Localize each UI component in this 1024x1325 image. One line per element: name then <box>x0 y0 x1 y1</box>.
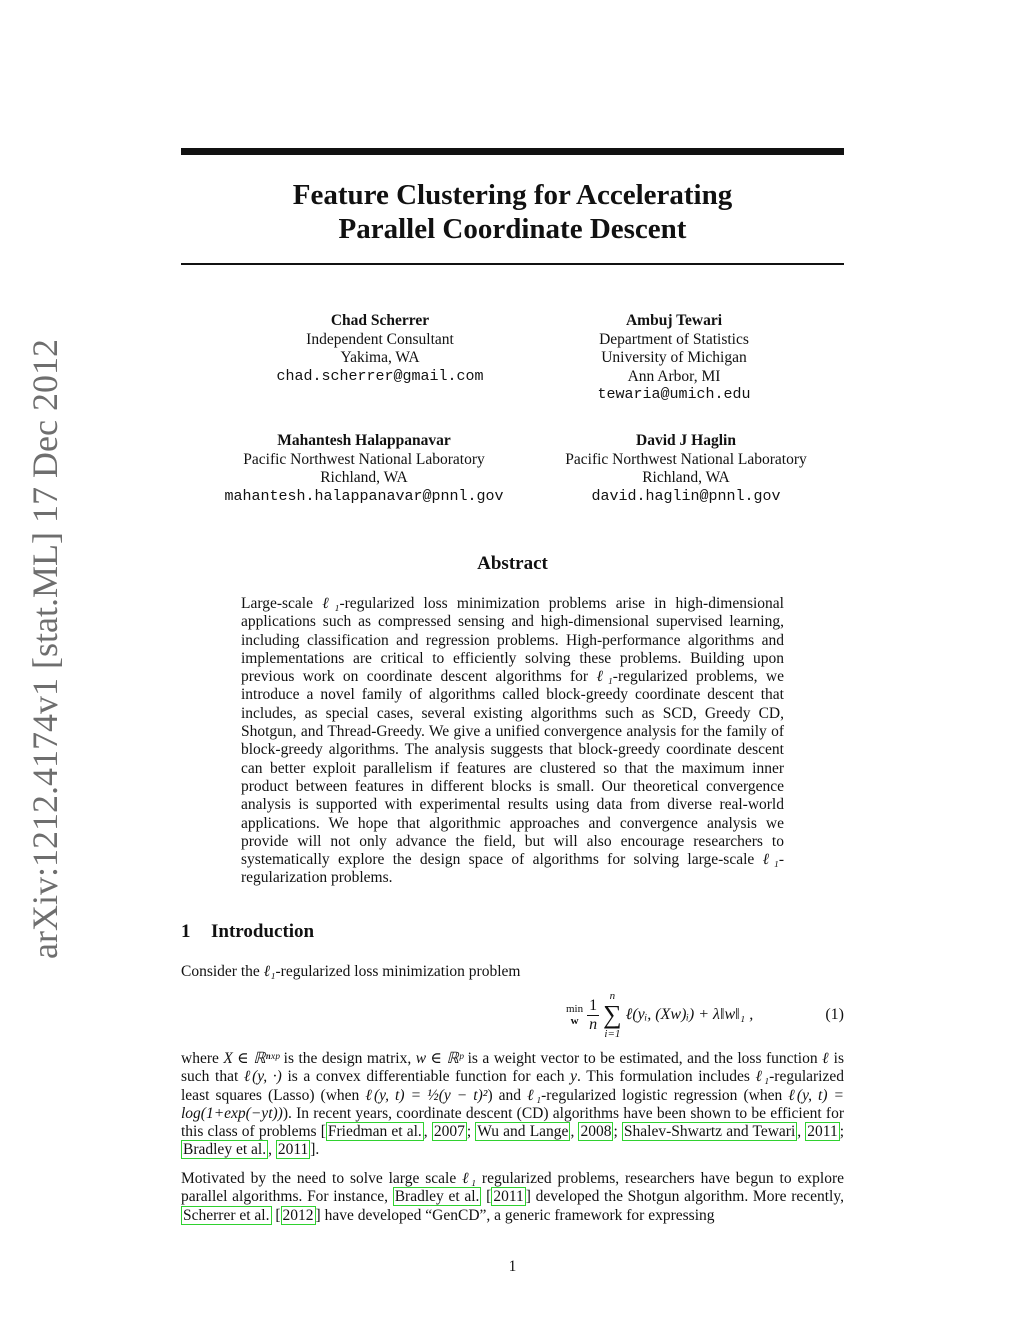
title-line-1: Feature Clustering for Accelerating <box>292 179 733 211</box>
citation-link[interactable]: 2011 <box>493 1188 524 1206</box>
section-heading <box>181 921 314 943</box>
author-email: david.haglin@pnnl.gov <box>591 487 781 505</box>
equation-1 <box>181 988 844 1046</box>
body-paragraph: where X ∈ ℝⁿˣᵖ is the design matrix, w ∈ ℝᵖ is a weight vector to be estimated, and the loss function ℓ is such that ℓ(y, ·) is a convex differentiable function for each y. This formulation includes ℓ₁-regularized least squares (Lasso) (when ℓ(y, t) = ½(y − t)²) and ℓ₁-regularized logistic regression (when ℓ(y, t) = log(1+exp(−yt))). In recent years, coordinate descent (CD) algorithms have been shown to be efficient for this class of problems [ Friedman et al. , 2007 ; Wu and Lange , 2008 ; Shalev-Shwartz and Tewari , 2011 ; Bradley et al. , 2011 ]. <box>181 1050 845 1159</box>
arxiv-identifier-stamp <box>25 338 65 959</box>
author-location: Ann Arbor, MI <box>627 367 721 385</box>
intro-paragraph: Consider the ℓ₁-regularized loss minimization problem <box>181 963 521 980</box>
equation-body <box>566 990 753 1040</box>
author-affiliation: Department of Statistics <box>599 330 749 348</box>
citation-link[interactable]: Wu and Lange <box>477 1123 569 1141</box>
citation-link[interactable]: Bradley et al. <box>183 1141 267 1159</box>
author-block <box>199 432 529 506</box>
citation-link[interactable]: Shalev-Shwartz and Tewari <box>623 1123 796 1141</box>
author-block <box>215 312 545 386</box>
author-affiliation: University of Michigan <box>601 349 747 366</box>
author-location: Richland, WA <box>320 469 408 486</box>
author-email: chad.scherrer@gmail.com <box>276 367 484 385</box>
citation-link[interactable]: Scherrer et al. <box>183 1206 270 1224</box>
author-block <box>509 312 839 405</box>
title-bottom-rule <box>181 263 844 265</box>
abstract-text: Large-scale ℓ₁-regularized loss minimization problems arise in high-dimensional applications such as compressed sensing and high-dimensional supervised learning, including classification and regression problems. High-performance algorithms and implementations are critical to efficiently solving these problems. Building upon previous work on coordinate descent algorithms for ℓ₁-regularized problems, we introduce a novel family of algorithms called block-greedy coordinate descent that includes, as special cases, several existing algorithms such as SCD, Greedy CD, Shotgun, and Thread-Greedy. We give a unified convergence analysis for the family of block-greedy algorithms. The analysis suggests that block-greedy coordinate descent can better exploit parallelism if features are clustered so that the maximum inner product between features in different blocks is small. Our theoretical convergence analysis is supported with experimental results using data from diverse real-world applications. We hope that algorithmic approaches and convergence analysis we provide will not only advance the field, but will also encourage researchers to systematically explore the design space of algorithms for solving large-scale ℓ₁-regularization problems. <box>241 595 784 887</box>
citation-link[interactable]: 2011 <box>277 1141 309 1159</box>
title-top-rule <box>181 148 844 155</box>
author-name: David J Haglin <box>636 432 736 449</box>
equation-min: min w <box>566 1003 584 1027</box>
author-location: Yakima, WA <box>340 349 420 366</box>
equation-number: (1) <box>825 1006 844 1023</box>
author-affiliation: Independent Consultant <box>306 330 454 348</box>
author-name: Ambuj Tewari <box>625 312 723 329</box>
equation-sum: n ∑ i=1 <box>603 990 622 1040</box>
equation-fraction: $\frac{1}{n}$ <box>589 996 598 1033</box>
title-line-2: Parallel Coordinate Descent <box>338 213 687 245</box>
citation-link[interactable]: 2008 <box>580 1123 612 1141</box>
equation-expression: ℓ(yᵢ, (Xw)ᵢ) + λ‖w‖₁ , <box>625 1006 754 1023</box>
author-email: tewaria@umich.edu <box>597 386 751 403</box>
citation-link[interactable]: 2007 <box>433 1123 465 1141</box>
abstract-heading: Abstract <box>477 553 548 574</box>
author-name: Chad Scherrer <box>330 312 430 329</box>
page-number: 1 <box>508 1258 517 1275</box>
section-number: 1 <box>181 921 191 942</box>
author-email: mahantesh.halappanavar@pnnl.gov <box>224 487 504 505</box>
citation-link[interactable]: 2012 <box>282 1206 314 1224</box>
section-title: Introduction <box>211 921 315 942</box>
author-affiliation: Pacific Northwest National Laboratory <box>243 450 485 468</box>
author-location: Richland, WA <box>642 469 730 486</box>
citation-link[interactable]: Friedman et al. <box>327 1123 422 1141</box>
citation-link[interactable]: 2011 <box>807 1123 838 1141</box>
author-name: Mahantesh Halappanavar <box>277 432 451 449</box>
citation-link[interactable]: Bradley et al. <box>394 1188 480 1206</box>
arxiv-identifier-text: arXiv:1212.4174v1 [stat.ML] 17 Dec 2012 <box>25 338 65 959</box>
body-paragraph: Motivated by the need to solve large scale ℓ₁ regularized problems, researchers have begun to explore parallel algorithms. For instance, Bradley et al. [ 2011 ] developed the Shotgun algorithm. More recently, Scherrer et al. [ 2012 ] have developed “GenCD”, a generic framework for expressing <box>181 1170 845 1224</box>
paper-title <box>181 178 844 246</box>
author-affiliation: Pacific Northwest National Laboratory <box>565 450 807 468</box>
author-block <box>521 432 851 506</box>
